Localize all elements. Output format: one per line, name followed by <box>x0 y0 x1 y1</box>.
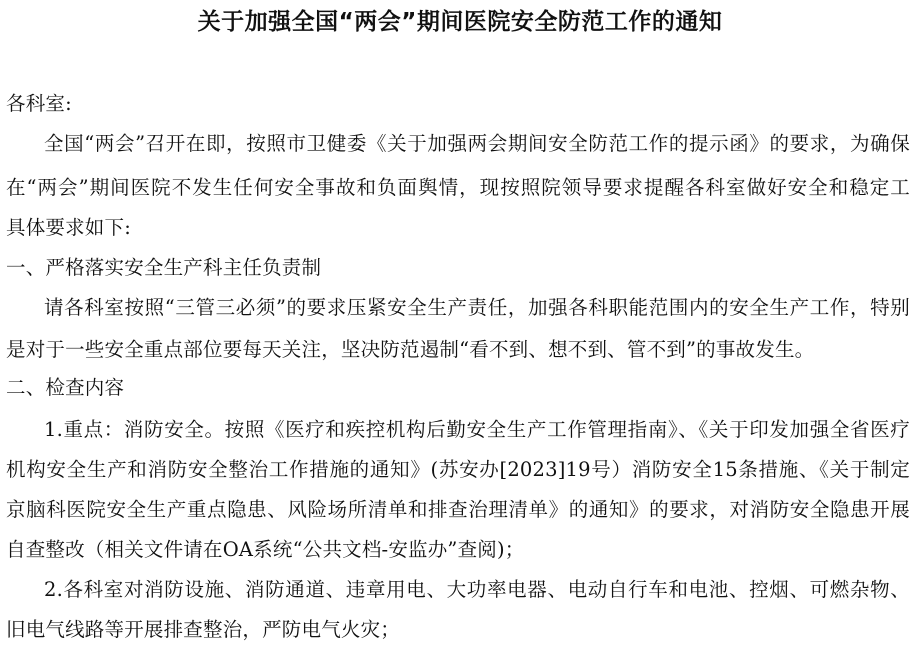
document-title: 关于加强全国“两会”期间医院安全防范工作的通知 <box>197 9 723 35</box>
section-heading: 二、检查内容 <box>6 376 125 399</box>
paragraph-line: 自查整改（相关文件请在OA系统“公共文档-安监办”查阅)； <box>6 538 525 561</box>
section-heading: 一、严格落实安全生产科主任负责制 <box>6 256 322 279</box>
paragraph-line: 2.各科室对消防设施、消防通道、违章用电、大功率电器、电动自行车和电池、控烟、可燃杂物、 <box>44 578 910 601</box>
salutation: 各科室: <box>6 92 72 115</box>
paragraph-line: 在“两会”期间医院不发生任何安全事故和负面舆情，现按照院领导要求提醒各科室做好安全和稳定工 <box>6 176 910 199</box>
paragraph-line: 是对于一些安全重点部位要每天关注，坚决防范遏制“看不到、想不到、管不到”的事故发生。 <box>6 338 815 361</box>
paragraph-line: 京脑科医院安全生产重点隐患、风险场所清单和排查治理清单》的通知》的要求，对消防安全隐患开展 <box>6 498 910 521</box>
paragraph-line: 请各科室按照“三管三必须”的要求压紧安全生产责任，加强各科职能范围内的安全生产工作，特别 <box>44 296 910 319</box>
paragraph-line: 具体要求如下: <box>6 216 131 239</box>
paragraph-line: 旧电气线路等开展排查整治，严防电气火灾； <box>6 618 401 641</box>
paragraph-line: 机构安全生产和消防安全整治工作措施的通知》(苏安办[2023]19号）消防安全15条措施、《关于制定 <box>6 458 910 481</box>
paragraph-line: 全国“两会”召开在即，按照市卫健委《关于加强两会期间安全防范工作的提示函》的要求，为确保 <box>44 132 910 155</box>
paragraph-line: 1.重点：消防安全。按照《医疗和疾控机构后勤安全生产工作管理指南》、《关于印发加强全省医疗 <box>44 418 910 441</box>
